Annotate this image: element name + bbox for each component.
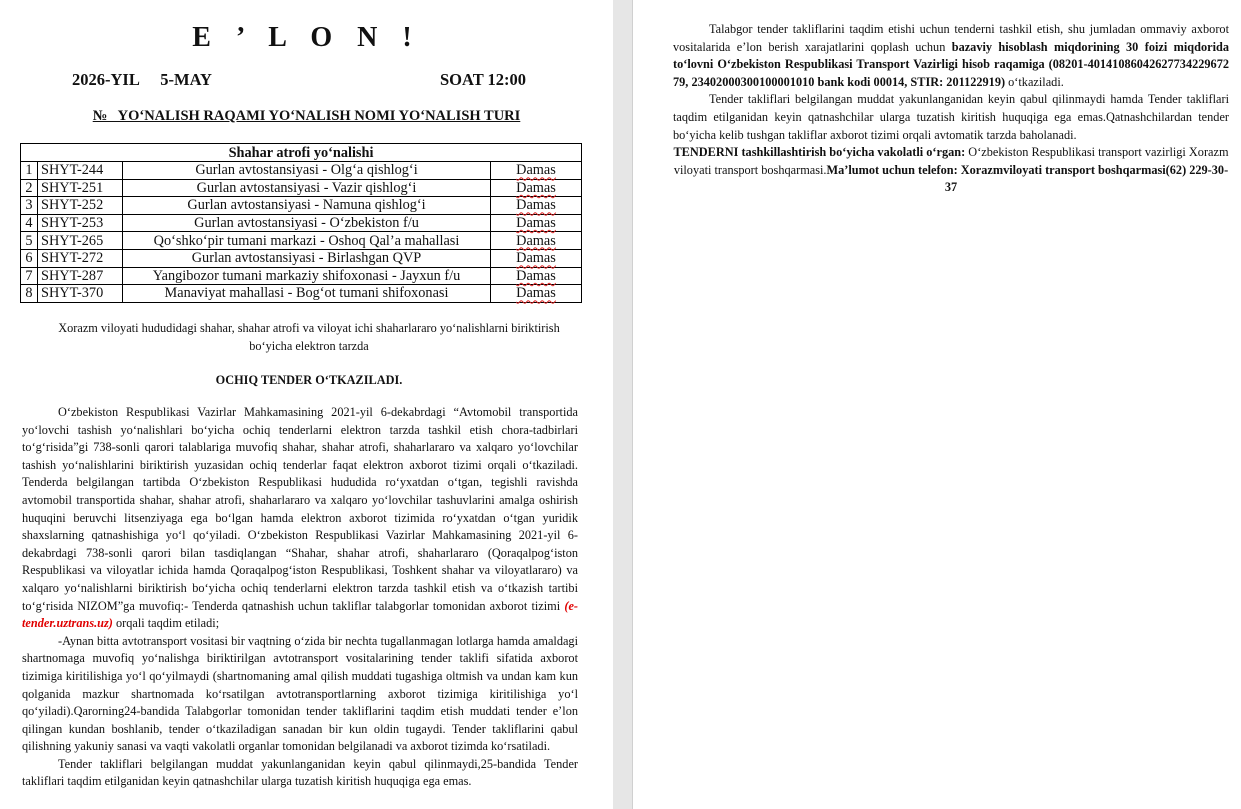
table-row xyxy=(21,162,582,180)
route-code-text: SHYT-253 xyxy=(41,215,104,232)
vehicle-type-text: Damas xyxy=(516,197,556,214)
contact-phone: Ma’lumot uchun telefon: Xorazmviloyati transport boshqarmasi(62) 229-30-37 xyxy=(826,162,1229,195)
row-number xyxy=(21,197,38,215)
tender-date: 2026-YIL 5-MAY xyxy=(72,70,212,89)
route-code xyxy=(38,179,123,197)
route-name xyxy=(123,214,491,232)
route-code-text: SHYT-252 xyxy=(41,197,104,214)
table-row xyxy=(21,197,582,215)
organizer-name: O‘zbekiston Respublikasi transport vazirligi Xorazm viloyati transport boshqarmasi. xyxy=(673,145,1229,177)
vehicle-type-text: Damas xyxy=(516,215,556,232)
route-name-text: Gurlan avtostansiyasi - Birlashgan QVP xyxy=(191,250,422,267)
row-number xyxy=(21,249,38,267)
route-name-text: Qo‘shko‘pir tumani markazi - Oshoq Qal’a mahallasi xyxy=(153,232,460,249)
payment-details: bazaviy hisoblash miqdorining 30 foizi miqdorida to‘lovni O‘zbekiston Respublikasi Transport Vazirligi hisob raqamiga (08201-40141086042627734229672 79, 23402000300100001010 bank kodi 00014, STIR: 201122919) xyxy=(673,39,1229,89)
table-row xyxy=(21,179,582,197)
table-row xyxy=(21,267,582,285)
paragraph-text: O‘zbekiston Respublikasi Vazirlar Mahkamasining 2021-yil 6-dekabrdagi “Avtomobil transportida yo‘lovchi tashish yo‘nalishlari bo‘yicha ochiq tenderlarni elektron tarzda tashkil etish chora-tadbirlari to‘g‘risida”gi 738-sonli qarori talablariga muvofiq shahar, shahar atrofi, shaharlararo va xalqaro yo‘lovchilar tashish yo‘nalishlarini biriktirish yuzasidan ochiq tenderlar faqat elektron axborot tizimi orqali o‘tkaziladi. Tenderda belgilangan tartibda O‘zbekiston Respublikasi hududida ro‘yxatdan o‘tgan, tegishli ravishda avtomobil transportida shahar, shahar atrofi, shaharlararo va xalqaro yo‘lovchilar tashuvlarini amalga oshirish huquqini beruvchi litsenziyaga ega bo‘lgan hamda elektron axborot tizimida ro‘yxatdan o‘tgan yuridik shaxslarning qatnashishiga yo‘l qo‘yiladi. O‘zbekiston Respublikasi Vazirlar Mahkamasining 2021-yil 6-dekabrdagi 738-sonli qarori bilan tasdiqlangan “Shahar, shahar atrofi, shaharlararo (Qoraqalpog‘iston Respublikasi va viloyatlar ichida hamda Qoraqalpog‘iston Respublikasi, Toshkent shahar va viloyatlararo) va xalqaro yo‘nalishlarni biriktirish bo‘yicha ochiq tenderlarni elektron tarzda tashkil etish va o‘tkazish tartibi to‘g‘risida NIZOM”ga muvofiq:- Tenderda qatnashish uchun takliflar talabgorlar tomonidan axborot tizimi xyxy=(22,405,578,613)
row-number-text: 6 xyxy=(25,250,33,267)
row-number-text: 7 xyxy=(25,267,33,284)
route-name-text: Gurlan avtostansiyasi - Vazir qishlog‘i xyxy=(196,179,417,196)
route-name-text: Manaviyat mahallasi - Bog‘ot tumani shifoxonasi xyxy=(164,285,449,302)
route-name xyxy=(123,162,491,180)
table-row xyxy=(21,232,582,250)
route-code-text: SHYT-251 xyxy=(41,179,104,196)
vehicle-type-text: Damas xyxy=(516,250,556,267)
route-name-text: Gurlan avtostansiyasi - O‘zbekiston f/u xyxy=(194,215,419,232)
intro-text: Xorazm viloyati hududidagi shahar, shahar atrofi va viloyat ichi shaharlararo yo‘nalishlarni biriktirish bo‘yicha elektron tarzda xyxy=(58,321,560,353)
route-code xyxy=(38,249,123,267)
row-number xyxy=(21,285,38,303)
route-name-text: Gurlan avtostansiyasi - Olg‘a qishlog‘i xyxy=(195,162,418,179)
row-number-text: 5 xyxy=(25,232,33,249)
route-name xyxy=(123,179,491,197)
vehicle-type xyxy=(491,197,582,215)
row-number xyxy=(21,267,38,285)
tender-link[interactable]: (e-tender.uztrans.uz) xyxy=(22,598,578,631)
route-name xyxy=(123,197,491,215)
route-code xyxy=(38,197,123,215)
organizer-label: TENDERNI tashkillashtirish bo‘yicha vakolatli o‘rgan: xyxy=(673,145,966,160)
vehicle-type-text: Damas xyxy=(516,179,556,196)
body-text-right xyxy=(673,21,1229,197)
document-page-right xyxy=(632,0,1241,809)
route-name-text: Yangibozor tumani markaziy shifoxonasi - Jayxun f/u xyxy=(152,267,461,284)
row-number xyxy=(21,232,38,250)
route-code xyxy=(38,267,123,285)
body-text-left xyxy=(22,404,578,791)
route-code-text: SHYT-272 xyxy=(41,250,104,267)
tender-time: SOAT 12:00 xyxy=(440,70,527,89)
paragraph-text: orqali taqdim etiladi; xyxy=(112,616,220,631)
vehicle-type xyxy=(491,179,582,197)
paragraph: -Aynan bitta avtotransport vositasi bir vaqtning o‘zida bir nechta tugallanmagan lotlarga hamda amaldagi shartnomaga muvofiq yo‘nalishga biriktirilgan avtotransport vositalarining tender taklifi sifatida axborot tizimiga kiritilishiga yo‘l qo‘yilmaydi (shartnomaning amal qilish muddati tugashiga oltmish va undan kam kun qolganida mazkur shartnomada ko‘rsatilgan avtotransportlarning axborot tizimiga kiritilishiga yo‘l qo‘yiladi).Qarorning24-bandida Talabgorlar tomonidan tender takliflarini taqdim etish muddati tender e’lon qilingan kundan boshlanib, tender o‘tkaziladigan sanadan bir kun oldin tugaydi. Tender takliflarini qabul qilishning yakuniy sanasi va vaqti vakolatli organlar tomonidan belgilanadi va axborot tizimda ko‘rsatiladi. xyxy=(22,633,578,754)
paragraph-text: o‘tkaziladi. xyxy=(1005,74,1064,89)
vehicle-type xyxy=(491,285,582,303)
row-number-text: 1 xyxy=(25,162,33,179)
contact-paragraph xyxy=(673,144,1229,197)
route-name xyxy=(123,249,491,267)
row-number-text: 2 xyxy=(25,179,33,196)
vehicle-type xyxy=(491,249,582,267)
route-code xyxy=(38,285,123,303)
vehicle-type xyxy=(491,267,582,285)
table-caption: Shahar atrofi yo‘nalishi xyxy=(21,144,582,162)
row-number-text: 4 xyxy=(25,215,33,232)
vehicle-type-text: Damas xyxy=(516,285,556,302)
route-code xyxy=(38,214,123,232)
row-number xyxy=(21,214,38,232)
row-number-text: 8 xyxy=(25,285,33,302)
paragraph xyxy=(673,21,1229,91)
route-code-text: SHYT-370 xyxy=(41,285,104,302)
route-name xyxy=(123,285,491,303)
vehicle-type xyxy=(491,214,582,232)
vehicle-type-text: Damas xyxy=(516,162,556,179)
paragraph-text: Talabgor tender takliflarini taqdim etishi uchun tenderni tashkil etish, shu jumladan ommaviy axborot vositalarida e’lon berish xarajatlarini qoplash uchun xyxy=(673,22,1229,54)
vehicle-type xyxy=(491,232,582,250)
route-name xyxy=(123,232,491,250)
table-row xyxy=(21,285,582,303)
section-heading: OCHIQ TENDER O‘TKAZILADI. xyxy=(215,373,403,387)
announcement-title: E ’ L O N ! xyxy=(192,22,421,53)
table-row xyxy=(21,249,582,267)
row-number xyxy=(21,179,38,197)
route-name xyxy=(123,267,491,285)
row-number-text: 3 xyxy=(25,197,33,214)
paragraph xyxy=(22,404,578,633)
routes-table xyxy=(20,143,582,303)
paragraph: Tender takliflari belgilangan muddat yakunlanganidan keyin qabul qilinmaydi hamda Tender takliflari taqdim etilganidan keyin qatnashchilar ularga tuzatish kiritish huquqiga ega emas.Qatnashchilardan tender bo‘yicha kelib tushgan takliflar axborot tizimi orqali avtomatik tarzda baholanadi. xyxy=(673,92,1229,142)
paragraph: Tender takliflari belgilangan muddat yakunlanganidan keyin qabul qilinmaydi,25-bandida Tender takliflari taqdim etilganidan keyin qatnashchilar ularga tuzatish kiritish huquqiga ega emas. xyxy=(22,756,578,789)
route-code-text: SHYT-244 xyxy=(41,162,104,179)
route-code xyxy=(38,232,123,250)
route-code-text: SHYT-287 xyxy=(41,267,104,284)
table-row xyxy=(21,214,582,232)
route-code xyxy=(38,162,123,180)
column-headings: № YO‘NALISH RAQAMI YO‘NALISH NOMI YO‘NALISH TURI xyxy=(92,108,521,124)
vehicle-type xyxy=(491,162,582,180)
vehicle-type-text: Damas xyxy=(516,232,556,249)
row-number xyxy=(21,162,38,180)
vehicle-type-text: Damas xyxy=(516,267,556,284)
route-name-text: Gurlan avtostansiyasi - Namuna qishlog‘i xyxy=(187,197,426,214)
document-page-left xyxy=(0,0,613,809)
route-code-text: SHYT-265 xyxy=(41,232,104,249)
